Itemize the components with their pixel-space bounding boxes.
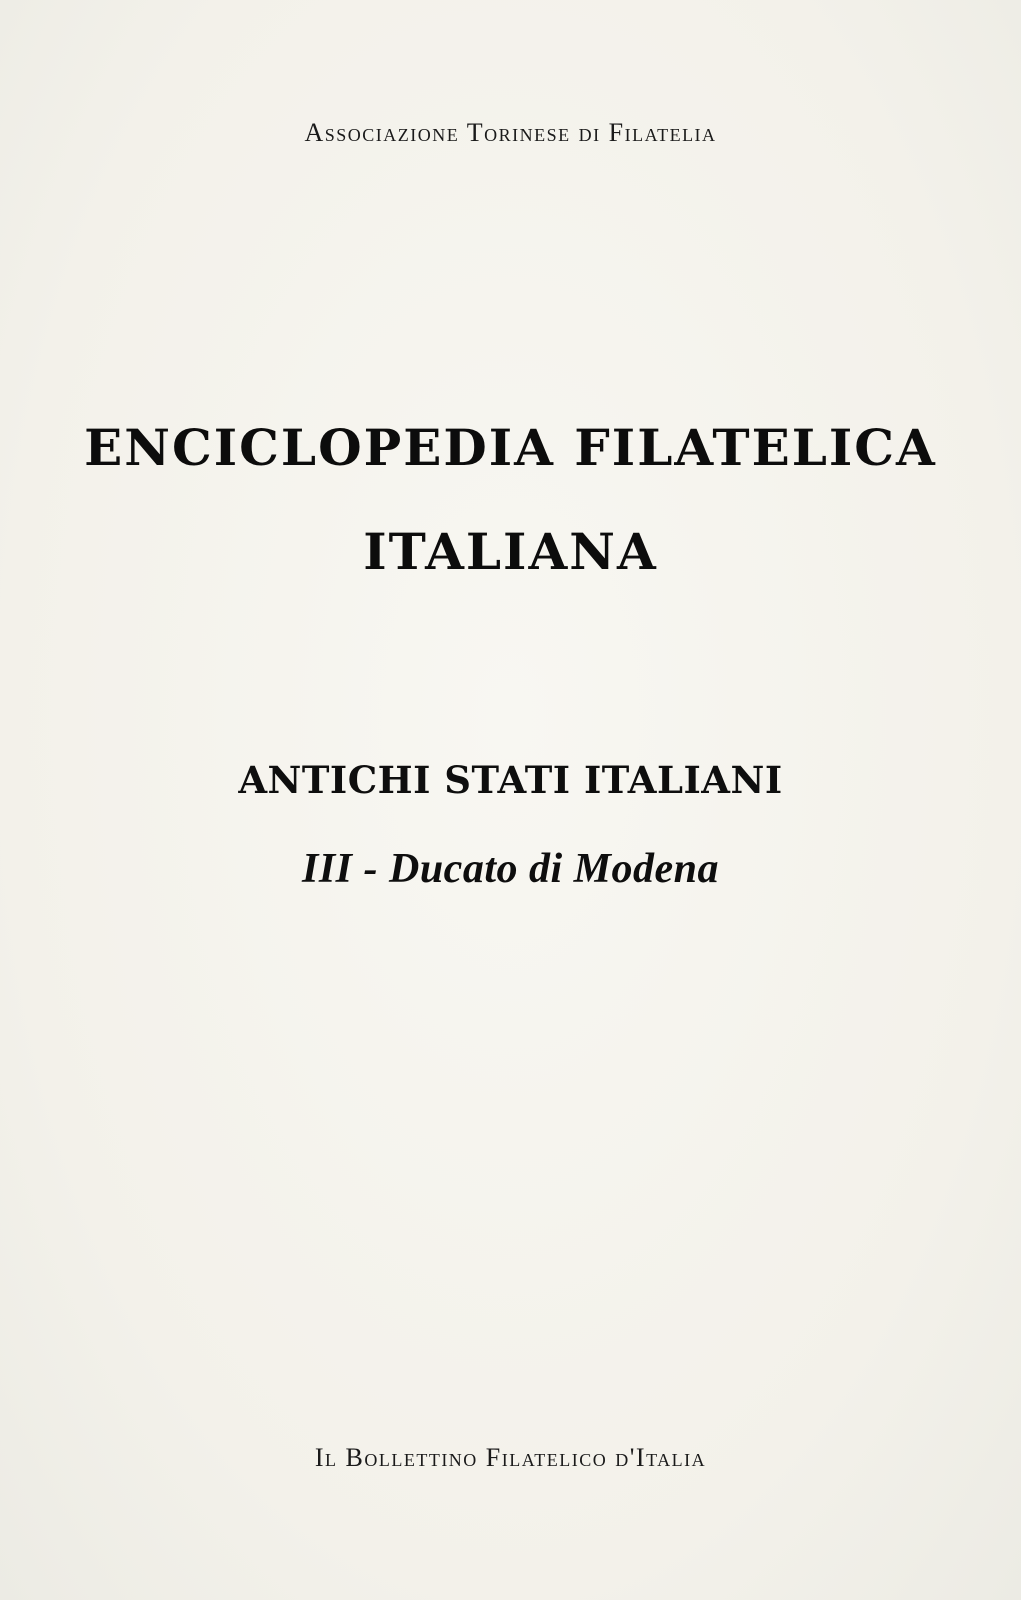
imprint: Il Bollettino Filatelico d'Italia: [314, 1443, 707, 1472]
main-title-line-1: ENCICLOPEDIA FILATELICA: [84, 418, 937, 477]
series-title: ANTICHI STATI ITALIANI: [238, 758, 783, 802]
publisher-name: Associazione Torinese di Filatelia: [304, 118, 717, 147]
volume-title: III - Ducato di Modena: [301, 846, 720, 892]
main-title-line-2: ITALIANA: [363, 522, 658, 581]
